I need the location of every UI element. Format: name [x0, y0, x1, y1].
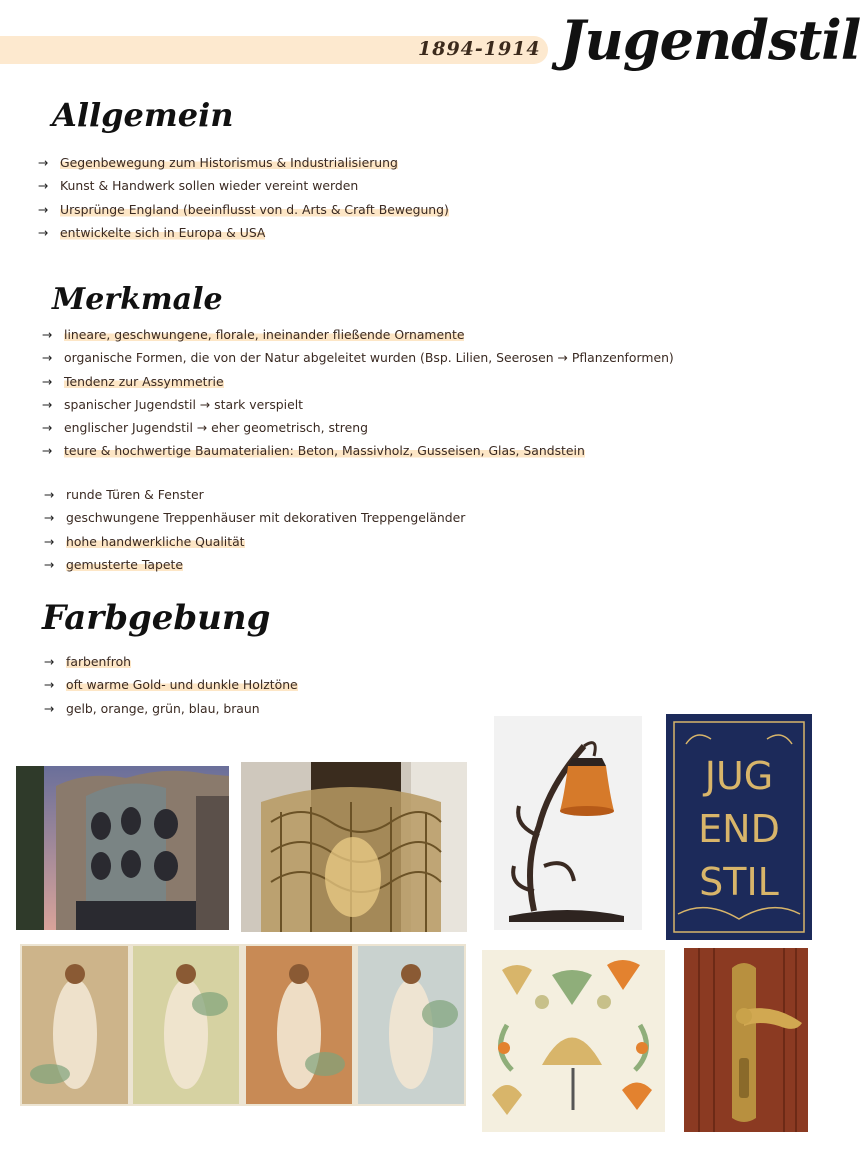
list-item: → runde Türen & Fenster — [44, 483, 465, 506]
date-range: 1894-1914 — [418, 38, 541, 60]
heading-allgemein: Allgemein — [52, 96, 234, 134]
poster-word-2: END — [698, 807, 780, 851]
list-item: → gelb, orange, grün, blau, braun — [44, 697, 298, 720]
list-item: → teure & hochwertige Baumaterialien: Beton, Massivholz, Gusseisen, Glas, Sandstein — [42, 439, 674, 462]
heading-merkmale: Merkmale — [52, 282, 223, 317]
poster-word-3: STIL — [699, 860, 779, 904]
arrow-icon: → — [44, 510, 55, 526]
arrow-icon: → — [44, 654, 55, 669]
image-staircase — [241, 762, 467, 932]
image-ornaments — [482, 950, 665, 1132]
arrow-icon: → — [44, 677, 55, 693]
list-item: → Gegenbewegung zum Historismus & Industrialisierung — [38, 151, 449, 174]
image-four-seasons — [20, 944, 466, 1106]
image-door-handle — [684, 948, 808, 1132]
poster-word-1: JUG — [704, 754, 774, 798]
arrow-icon: → — [44, 556, 55, 572]
list-item: → Kunst & Handwerk sollen wieder vereint werden — [38, 174, 449, 197]
image-casa-batllo — [16, 766, 229, 930]
arrow-icon: → — [42, 420, 53, 436]
list-item: → Ursprünge England (beeinflusst von d. Arts & Craft Bewegung) — [38, 198, 449, 221]
list-merkmale — [42, 323, 674, 463]
list-merkmale-bau — [44, 483, 465, 576]
list-item: → spanischer Jugendstil → stark verspielt — [42, 393, 674, 416]
image-poster — [666, 714, 812, 940]
list-item: → hohe handwerkliche Qualität — [44, 530, 465, 553]
arrow-icon: → — [44, 487, 55, 502]
arrow-icon: → — [38, 178, 49, 194]
list-item: → geschwungene Treppenhäuser mit dekorativen Treppengeländer — [44, 506, 465, 529]
arrow-icon: → — [42, 396, 53, 412]
list-item: → englischer Jugendstil → eher geometrisch, streng — [42, 416, 674, 439]
list-farbgebung — [44, 650, 298, 720]
list-allgemein — [38, 151, 449, 244]
arrow-icon: → — [42, 350, 53, 366]
arrow-icon: → — [42, 327, 53, 342]
page-title: Jugendstil — [560, 8, 860, 72]
heading-farbgebung: Farbgebung — [42, 598, 271, 638]
arrow-icon: → — [38, 155, 49, 170]
image-lamp — [494, 716, 642, 930]
arrow-icon: → — [42, 373, 53, 389]
arrow-icon: → — [38, 201, 49, 217]
list-item: → farbenfroh — [44, 650, 298, 673]
list-item: → gemusterte Tapete — [44, 553, 465, 576]
list-item: → organische Formen, die von der Natur abgeleitet wurden (Bsp. Lilien, Seerosen → Pflanzenformen) — [42, 346, 674, 369]
arrow-icon: → — [44, 700, 55, 716]
list-item: → lineare, geschwungene, florale, ineinander fließende Ornamente — [42, 323, 674, 346]
arrow-icon: → — [44, 533, 55, 549]
list-item: → oft warme Gold- und dunkle Holztöne — [44, 673, 298, 696]
arrow-icon: → — [42, 443, 53, 459]
arrow-icon: → — [38, 224, 49, 240]
list-item: → Tendenz zur Assymmetrie — [42, 370, 674, 393]
list-item: → entwickelte sich in Europa & USA — [38, 221, 449, 244]
